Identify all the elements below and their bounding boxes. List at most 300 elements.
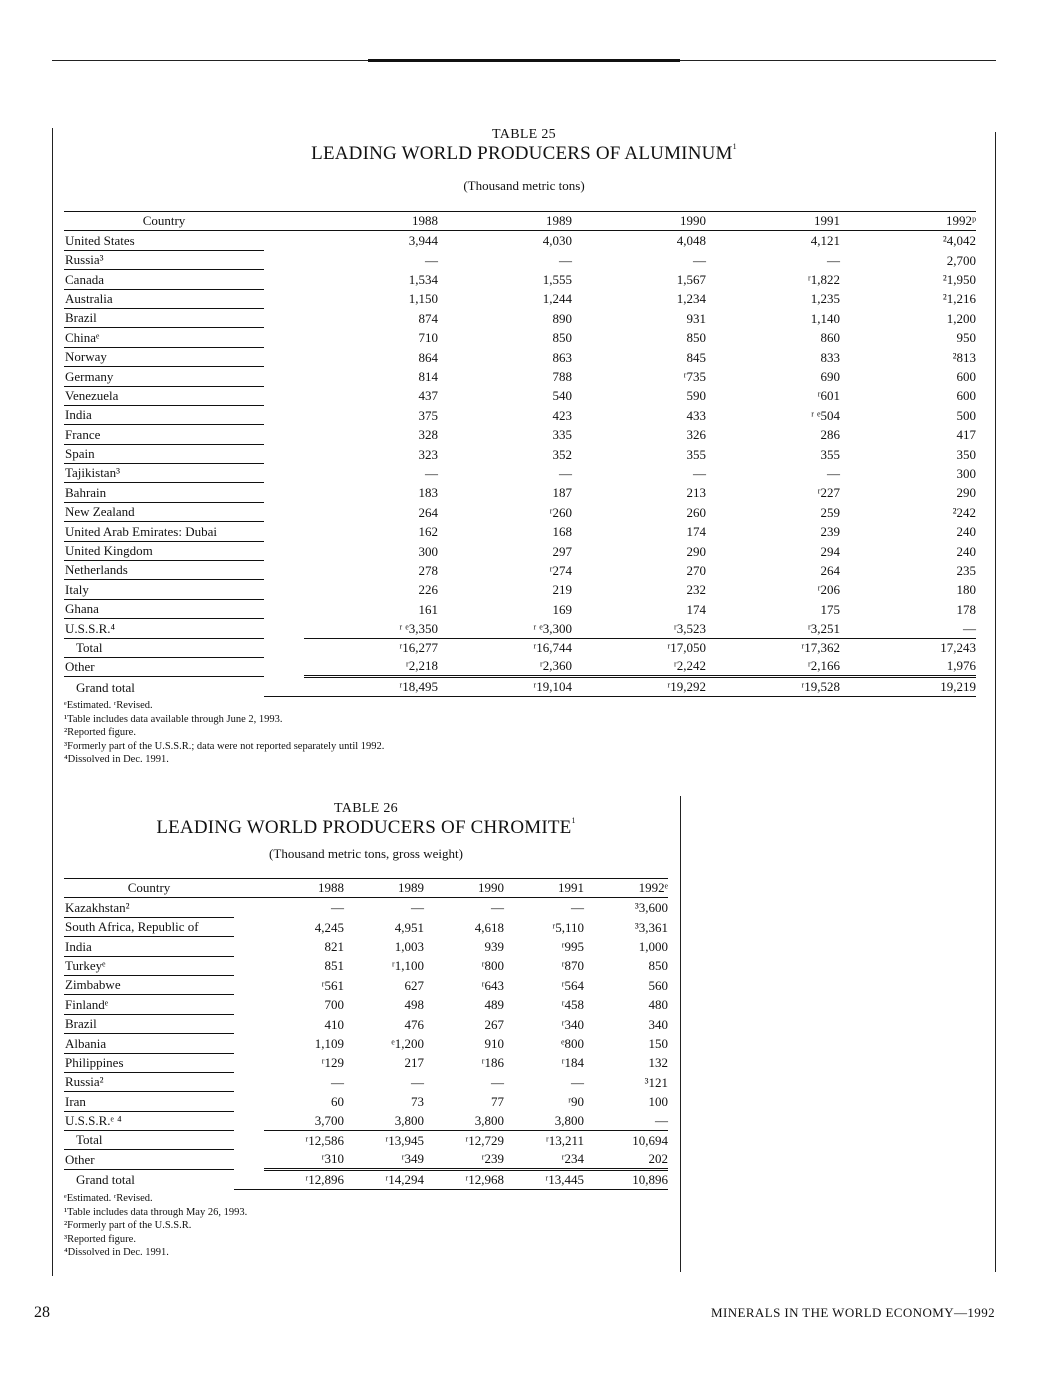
value-cell: 500 bbox=[956, 407, 976, 423]
running-title: MINERALS IN THE WORLD ECONOMY—1992 bbox=[711, 1305, 995, 1320]
value-cell: ʳ ᵉ3,300 bbox=[438, 619, 572, 638]
gap-cell bbox=[234, 917, 264, 936]
column-header-gap bbox=[264, 212, 304, 231]
country-cell: Iran bbox=[64, 1092, 234, 1111]
table25 bbox=[64, 211, 976, 697]
column-header-1989: 1989 bbox=[438, 212, 572, 231]
gap-cell bbox=[264, 444, 304, 463]
right-column-rule bbox=[995, 132, 996, 1272]
value-cell: 355 bbox=[820, 446, 840, 462]
value-cell: 690 bbox=[820, 369, 840, 385]
value-cell: ʳ458 bbox=[561, 997, 584, 1013]
country-cell: Russia² bbox=[64, 1072, 234, 1091]
country-cell: Other bbox=[64, 1150, 234, 1170]
value-cell: 286 bbox=[820, 427, 840, 443]
value-cell: 1,235 bbox=[810, 291, 840, 307]
footnote: ³Reported figure. bbox=[64, 1233, 136, 1245]
table-row bbox=[64, 599, 976, 618]
value-cell: — bbox=[571, 1074, 584, 1090]
gap-cell bbox=[234, 1131, 264, 1150]
value-cell: 4,618 bbox=[474, 919, 504, 935]
value-cell: 352 bbox=[552, 446, 572, 462]
value-cell: 910 bbox=[484, 1036, 504, 1052]
country-cell: India bbox=[64, 937, 234, 956]
gap-cell bbox=[264, 405, 304, 424]
value-cell: 4,951 bbox=[394, 919, 424, 935]
value-cell: 931 bbox=[686, 310, 706, 326]
gap-cell bbox=[264, 541, 304, 560]
table-row bbox=[64, 502, 976, 521]
value-cell: ʳ564 bbox=[561, 977, 584, 993]
country-cell: Norway bbox=[64, 347, 264, 366]
gap-cell bbox=[264, 677, 304, 697]
footnote: ²Reported figure. bbox=[64, 727, 136, 738]
country-cell: Italy bbox=[64, 580, 264, 599]
value-cell: ʳ3,523 bbox=[572, 619, 706, 638]
value-cell: ³3,600 bbox=[634, 900, 668, 916]
value-cell: 217 bbox=[404, 1055, 424, 1071]
table-row bbox=[64, 580, 976, 599]
gap-cell bbox=[264, 367, 304, 386]
value-cell: 821 bbox=[324, 939, 344, 955]
value-cell: 1,234 bbox=[676, 291, 706, 307]
column-header-country: Country bbox=[64, 212, 264, 231]
country-cell: Spain bbox=[64, 444, 264, 463]
value-cell: 864 bbox=[418, 349, 438, 365]
country-cell: India bbox=[64, 405, 264, 424]
value-cell: 350 bbox=[956, 446, 976, 462]
value-cell: 4,121 bbox=[810, 233, 840, 249]
value-cell: ʳ310 bbox=[264, 1150, 344, 1170]
value-cell: ʳ349 bbox=[344, 1150, 424, 1170]
country-cell: Bahrain bbox=[64, 483, 264, 502]
value-cell: 100 bbox=[648, 1094, 668, 1110]
value-cell: 226 bbox=[418, 582, 438, 598]
value-cell: ³3,361 bbox=[634, 919, 668, 935]
value-cell: 833 bbox=[820, 349, 840, 365]
column-header-1990: 1990 bbox=[572, 212, 706, 231]
table-row bbox=[64, 917, 668, 936]
gap-cell bbox=[264, 270, 304, 289]
table-row bbox=[64, 250, 976, 269]
value-cell: ʳ234 bbox=[504, 1150, 584, 1170]
value-cell: 340 bbox=[648, 1016, 668, 1032]
value-cell: 180 bbox=[956, 582, 976, 598]
value-cell: 375 bbox=[418, 407, 438, 423]
value-cell: 1,976 bbox=[840, 657, 976, 677]
gap-cell bbox=[264, 580, 304, 599]
country-cell: Turkeyᵉ bbox=[64, 956, 234, 975]
table-row bbox=[64, 898, 668, 917]
value-cell: — bbox=[331, 900, 344, 916]
value-cell: — bbox=[411, 1074, 424, 1090]
value-cell: ʳ129 bbox=[321, 1055, 344, 1071]
value-cell: ʳ340 bbox=[561, 1016, 584, 1032]
value-cell: — bbox=[827, 465, 840, 481]
value-cell: 3,800 bbox=[344, 1111, 424, 1130]
country-cell: Canada bbox=[64, 270, 264, 289]
gap-cell bbox=[264, 657, 304, 677]
gap-cell bbox=[234, 975, 264, 994]
table-row bbox=[64, 289, 976, 308]
value-cell: ʳ3,251 bbox=[706, 619, 840, 638]
value-cell: ʳ17,362 bbox=[801, 640, 840, 656]
gap-cell bbox=[264, 561, 304, 580]
table25-footnotes bbox=[64, 699, 384, 767]
value-cell: 219 bbox=[552, 582, 572, 598]
value-cell: ʳ14,294 bbox=[344, 1169, 424, 1189]
value-cell: 417 bbox=[956, 427, 976, 443]
value-cell: 1,000 bbox=[638, 939, 668, 955]
table-row bbox=[64, 1053, 668, 1072]
value-cell: ʳ90 bbox=[568, 1094, 584, 1110]
value-cell: 264 bbox=[418, 504, 438, 520]
value-cell: 328 bbox=[418, 427, 438, 443]
footnote: ²Formerly part of the U.S.S.R. bbox=[64, 1220, 192, 1231]
value-cell: 3,800 bbox=[504, 1111, 584, 1130]
value-cell: 1,567 bbox=[676, 272, 706, 288]
table-row bbox=[64, 1111, 668, 1130]
value-cell: ᵉ800 bbox=[561, 1036, 584, 1052]
country-cell: Other bbox=[64, 657, 264, 677]
value-cell: ʳ2,166 bbox=[706, 657, 840, 677]
value-cell: ʳ13,445 bbox=[504, 1169, 584, 1189]
footnote: ⁴Dissolved in Dec. 1991. bbox=[64, 1247, 169, 1258]
table-row bbox=[64, 561, 976, 580]
value-cell: 850 bbox=[686, 330, 706, 346]
table-row bbox=[64, 231, 976, 250]
value-cell: 175 bbox=[820, 601, 840, 617]
column-header-gap bbox=[234, 879, 264, 898]
gap-cell bbox=[234, 1053, 264, 1072]
value-cell: 73 bbox=[411, 1094, 424, 1110]
column-header-1992: 1992ᵉ bbox=[584, 879, 668, 898]
table-row bbox=[64, 1150, 668, 1170]
value-cell: ʳ1,100 bbox=[391, 958, 424, 974]
country-cell: United States bbox=[64, 231, 264, 250]
country-cell: Total bbox=[64, 1131, 234, 1150]
table25-title bbox=[52, 143, 996, 165]
value-cell: 294 bbox=[820, 543, 840, 559]
footnote: ᵉEstimated. ʳRevised. bbox=[64, 1193, 153, 1204]
value-cell: 710 bbox=[418, 330, 438, 346]
gap-cell bbox=[264, 502, 304, 521]
table-row bbox=[64, 308, 976, 327]
table26-title-text: LEADING WORLD PRODUCERS OF CHROMITE bbox=[156, 817, 572, 838]
table-row bbox=[64, 657, 976, 677]
value-cell: 600 bbox=[956, 369, 976, 385]
value-cell: ʳ239 bbox=[424, 1150, 504, 1170]
value-cell: 3,944 bbox=[408, 233, 438, 249]
value-cell: — bbox=[411, 900, 424, 916]
table-row bbox=[64, 367, 976, 386]
table-row bbox=[64, 347, 976, 366]
gap-cell bbox=[264, 599, 304, 618]
value-cell: ²242 bbox=[952, 504, 976, 520]
value-cell: 1,555 bbox=[542, 272, 572, 288]
column-header-1991: 1991 bbox=[706, 212, 840, 231]
table26-title bbox=[52, 817, 680, 839]
value-cell: ʳ ᵉ504 bbox=[811, 407, 840, 423]
value-cell: 19,219 bbox=[840, 677, 976, 697]
footnote: ⁴Dissolved in Dec. 1991. bbox=[64, 754, 169, 765]
country-cell: Ghana bbox=[64, 599, 264, 618]
value-cell: 335 bbox=[552, 427, 572, 443]
value-cell: ²813 bbox=[952, 349, 976, 365]
value-cell: ʳ19,528 bbox=[706, 677, 840, 697]
country-cell: Grand total bbox=[76, 679, 135, 695]
gap-cell bbox=[264, 328, 304, 347]
value-cell: 850 bbox=[552, 330, 572, 346]
value-cell: 814 bbox=[418, 369, 438, 385]
value-cell: 1,534 bbox=[408, 272, 438, 288]
value-cell: — bbox=[571, 900, 584, 916]
value-cell: 260 bbox=[686, 504, 706, 520]
table-row bbox=[64, 1092, 668, 1111]
value-cell: 232 bbox=[686, 582, 706, 598]
column-header-1990: 1990 bbox=[424, 879, 504, 898]
table-row bbox=[64, 956, 668, 975]
value-cell: 480 bbox=[648, 997, 668, 1013]
table25-title-footnote: 1 bbox=[732, 142, 737, 151]
footnote: ¹Table includes data through May 26, 1993. bbox=[64, 1206, 248, 1218]
table26-header-row bbox=[64, 879, 668, 898]
value-cell: — bbox=[425, 465, 438, 481]
value-cell: 267 bbox=[484, 1016, 504, 1032]
page-number: 28 bbox=[34, 1304, 50, 1321]
value-cell: 939 bbox=[484, 939, 504, 955]
value-cell: ʳ2,360 bbox=[438, 657, 572, 677]
value-cell: — bbox=[425, 252, 438, 268]
gap-cell bbox=[234, 937, 264, 956]
column-header-1991: 1991 bbox=[504, 879, 584, 898]
value-cell: ³121 bbox=[644, 1074, 668, 1090]
value-cell: 423 bbox=[552, 407, 572, 423]
value-cell: 168 bbox=[552, 524, 572, 540]
table26-number: TABLE 26 bbox=[334, 801, 398, 816]
column-header-1992: 1992ᵖ bbox=[840, 212, 976, 231]
country-cell: United Arab Emirates: Dubai bbox=[64, 522, 264, 541]
table-row bbox=[64, 444, 976, 463]
value-cell: ʳ12,896 bbox=[264, 1169, 344, 1189]
country-cell: Kazakhstan² bbox=[64, 898, 234, 917]
value-cell: ʳ19,292 bbox=[572, 677, 706, 697]
country-cell: Grand total bbox=[76, 1172, 135, 1188]
gap-cell bbox=[264, 483, 304, 502]
value-cell: ʳ13,211 bbox=[545, 1132, 584, 1148]
value-cell: 290 bbox=[956, 485, 976, 501]
value-cell: 627 bbox=[404, 977, 424, 993]
country-cell: Tajikistan³ bbox=[64, 464, 264, 483]
gap-cell bbox=[264, 386, 304, 405]
country-cell: Germany bbox=[64, 367, 264, 386]
value-cell: 600 bbox=[956, 388, 976, 404]
table-row bbox=[64, 270, 976, 289]
value-cell: 355 bbox=[686, 446, 706, 462]
value-cell: 278 bbox=[418, 562, 438, 578]
value-cell: ʳ5,110 bbox=[552, 919, 584, 935]
country-cell: Zimbabwe bbox=[64, 975, 234, 994]
value-cell: 187 bbox=[552, 485, 572, 501]
gap-cell bbox=[264, 308, 304, 327]
table-row bbox=[64, 405, 976, 424]
country-cell: Venezuela bbox=[64, 386, 264, 405]
gap-cell bbox=[234, 898, 264, 917]
value-cell: ʳ800 bbox=[481, 958, 504, 974]
value-cell: ʳ995 bbox=[561, 939, 584, 955]
value-cell: 259 bbox=[820, 504, 840, 520]
gap-cell bbox=[264, 619, 304, 638]
gap-cell bbox=[264, 347, 304, 366]
value-cell: 174 bbox=[686, 601, 706, 617]
country-cell: Total bbox=[64, 638, 264, 657]
gap-cell bbox=[234, 995, 264, 1014]
value-cell: 788 bbox=[552, 369, 572, 385]
table25-header-row bbox=[64, 212, 976, 231]
gap-cell bbox=[234, 1072, 264, 1091]
value-cell: ʳ561 bbox=[321, 977, 344, 993]
value-cell: ʳ18,495 bbox=[304, 677, 438, 697]
country-cell: Brazil bbox=[64, 308, 264, 327]
column-header-1988: 1988 bbox=[264, 879, 344, 898]
value-cell: 270 bbox=[686, 562, 706, 578]
country-cell: Australia bbox=[64, 289, 264, 308]
value-cell: 264 bbox=[820, 562, 840, 578]
table-row bbox=[64, 638, 976, 657]
value-cell: ʳ1,822 bbox=[807, 272, 840, 288]
value-cell: 1,003 bbox=[394, 939, 424, 955]
table26-units: (Thousand metric tons, gross weight) bbox=[269, 846, 463, 861]
value-cell: 950 bbox=[956, 330, 976, 346]
table-row bbox=[64, 1131, 668, 1150]
value-cell: 560 bbox=[648, 977, 668, 993]
country-cell: United Kingdom bbox=[64, 541, 264, 560]
gap-cell bbox=[234, 1014, 264, 1033]
value-cell: 700 bbox=[324, 997, 344, 1013]
value-cell: ʳ16,744 bbox=[533, 640, 572, 656]
table-row bbox=[64, 464, 976, 483]
value-cell: ʳ274 bbox=[549, 562, 572, 578]
table25-title-text: LEADING WORLD PRODUCERS OF ALUMINUM bbox=[311, 143, 733, 164]
table-row bbox=[64, 937, 668, 956]
value-cell: 874 bbox=[418, 310, 438, 326]
value-cell: ʳ12,968 bbox=[424, 1169, 504, 1189]
value-cell: 202 bbox=[584, 1150, 668, 1170]
value-cell: 845 bbox=[686, 349, 706, 365]
value-cell: 860 bbox=[820, 330, 840, 346]
value-cell: 161 bbox=[418, 601, 438, 617]
gap-cell bbox=[234, 1111, 264, 1130]
country-cell: U.S.S.R.⁴ bbox=[64, 619, 264, 638]
gap-cell bbox=[234, 1034, 264, 1053]
gap-cell bbox=[234, 1092, 264, 1111]
value-cell: 1,140 bbox=[810, 310, 840, 326]
value-cell: 132 bbox=[648, 1055, 668, 1071]
value-cell: ʳ870 bbox=[561, 958, 584, 974]
value-cell: 10,694 bbox=[632, 1132, 668, 1148]
value-cell: 162 bbox=[418, 524, 438, 540]
value-cell: 60 bbox=[331, 1094, 344, 1110]
value-cell: 239 bbox=[820, 524, 840, 540]
column-header-1988: 1988 bbox=[304, 212, 438, 231]
gap-cell bbox=[264, 250, 304, 269]
table-row bbox=[64, 975, 668, 994]
value-cell: ʳ643 bbox=[481, 977, 504, 993]
value-cell: — bbox=[840, 619, 976, 638]
value-cell: — bbox=[584, 1111, 668, 1130]
value-cell: ʳ184 bbox=[561, 1055, 584, 1071]
table-row bbox=[64, 1034, 668, 1053]
table26-right-rule bbox=[680, 796, 681, 1272]
value-cell: ²4,042 bbox=[942, 233, 976, 249]
value-cell: 178 bbox=[956, 601, 976, 617]
value-cell: ᵉ1,200 bbox=[391, 1036, 424, 1052]
table26 bbox=[64, 878, 668, 1190]
country-cell: Chinaᵉ bbox=[64, 328, 264, 347]
gap-cell bbox=[234, 1150, 264, 1170]
value-cell: 489 bbox=[484, 997, 504, 1013]
value-cell: 183 bbox=[418, 485, 438, 501]
value-cell: 3,700 bbox=[264, 1111, 344, 1130]
country-cell: New Zealand bbox=[64, 502, 264, 521]
value-cell: ʳ2,218 bbox=[304, 657, 438, 677]
footnote: ᵉEstimated. ʳRevised. bbox=[64, 700, 153, 711]
column-header-country: Country bbox=[64, 879, 234, 898]
country-cell: Russia³ bbox=[64, 250, 264, 269]
gap-cell bbox=[264, 425, 304, 444]
table-row bbox=[64, 995, 668, 1014]
value-cell: 300 bbox=[956, 465, 976, 481]
value-cell: 10,896 bbox=[584, 1169, 668, 1189]
value-cell: 433 bbox=[686, 407, 706, 423]
value-cell: 169 bbox=[552, 601, 572, 617]
footnote: ³Formerly part of the U.S.S.R.; data were not reported separately until 1992. bbox=[64, 740, 385, 752]
value-cell: 326 bbox=[686, 427, 706, 443]
value-cell: ʳ206 bbox=[817, 582, 840, 598]
value-cell: ʳ ᵉ3,350 bbox=[304, 619, 438, 638]
table25-units: (Thousand metric tons) bbox=[463, 178, 585, 193]
gap-cell bbox=[264, 638, 304, 657]
value-cell: ʳ227 bbox=[817, 485, 840, 501]
table-row bbox=[64, 483, 976, 502]
value-cell: 174 bbox=[686, 524, 706, 540]
value-cell: — bbox=[331, 1074, 344, 1090]
value-cell: 1,244 bbox=[542, 291, 572, 307]
value-cell: ʳ2,242 bbox=[572, 657, 706, 677]
country-cell: Finlandᵉ bbox=[64, 995, 234, 1014]
gap-cell bbox=[264, 231, 304, 250]
value-cell: 863 bbox=[552, 349, 572, 365]
country-cell: France bbox=[64, 425, 264, 444]
value-cell: 851 bbox=[324, 958, 344, 974]
value-cell: ʳ17,050 bbox=[667, 640, 706, 656]
country-cell: Philippines bbox=[64, 1053, 234, 1072]
left-column-rule bbox=[52, 128, 53, 1276]
value-cell: 240 bbox=[956, 543, 976, 559]
column-header-1989: 1989 bbox=[344, 879, 424, 898]
value-cell: — bbox=[559, 252, 572, 268]
value-cell: ²1,950 bbox=[942, 272, 976, 288]
value-cell: 410 bbox=[324, 1016, 344, 1032]
country-cell: Albania bbox=[64, 1034, 234, 1053]
value-cell: 850 bbox=[648, 958, 668, 974]
value-cell: ʳ12,729 bbox=[465, 1132, 504, 1148]
value-cell: 476 bbox=[404, 1016, 424, 1032]
value-cell: 1,150 bbox=[408, 291, 438, 307]
table-row bbox=[64, 386, 976, 405]
value-cell: ²1,216 bbox=[942, 291, 976, 307]
value-cell: 240 bbox=[956, 524, 976, 540]
